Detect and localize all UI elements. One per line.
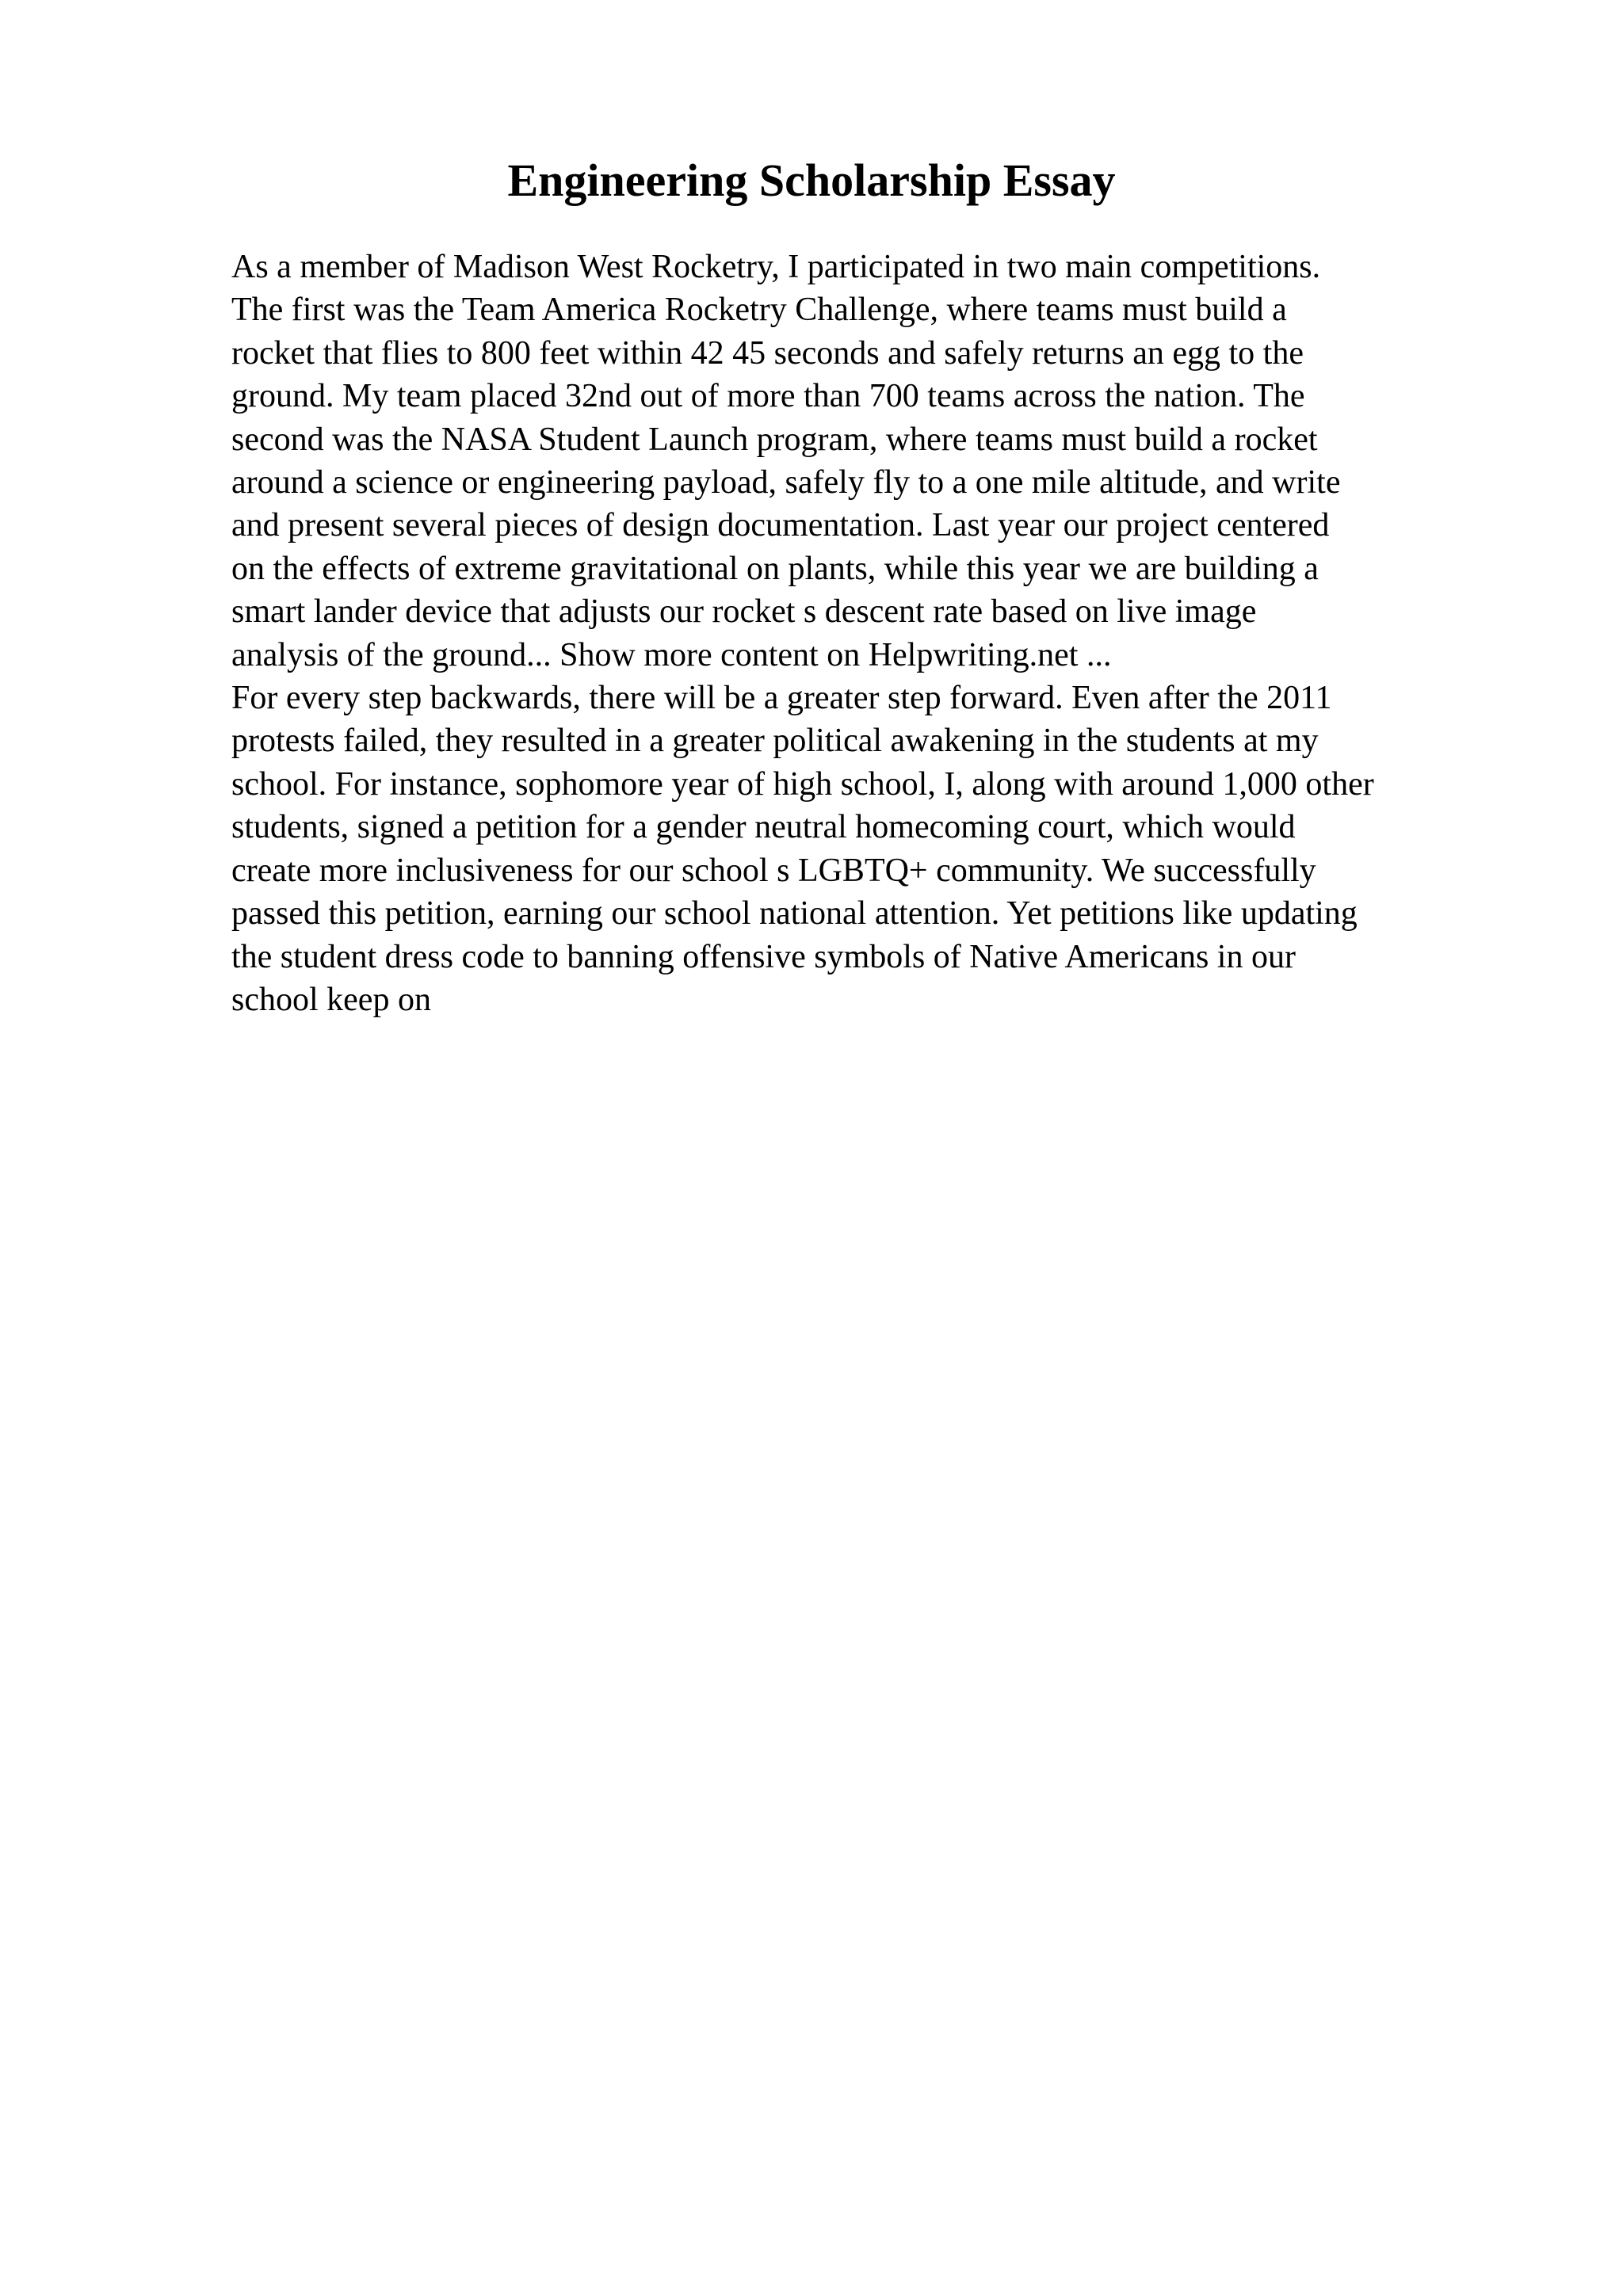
text-line: students, signed a petition for a gender neutral homecoming court, which would [231, 809, 1296, 846]
text-line: the student dress code to banning offensive symbols of Native Americans in our [231, 938, 1296, 975]
text-line: protests failed, they resulted in a greater political awakening in the students at my [231, 723, 1319, 760]
text-line: second was the NASA Student Launch program, where teams must build a rocket [231, 421, 1318, 458]
paragraph-1 [231, 246, 1515, 677]
text-line: school. For instance, sophomore year of high school, I, along with around 1,000 other [231, 765, 1374, 803]
text-line: The first was the Team America Rocketry Challenge, where teams must build a [231, 292, 1287, 329]
text-line: passed this petition, earning our school national attention. Yet petitions like updating [231, 895, 1358, 933]
text-line: For every step backwards, there will be a greater step forward. Even after the 2011 [231, 680, 1332, 717]
text-line: smart lander device that adjusts our rocket s descent rate based on live image [231, 593, 1257, 631]
text-line: and present several pieces of design documentation. Last year our project centered [231, 507, 1330, 544]
paragraph-2 [231, 677, 1515, 1021]
text-line: As a member of Madison West Rocketry, I participated in two main competitions. [231, 249, 1321, 285]
text-line: rocket that flies to 800 feet within 42 45 seconds and safely returns an egg to the [231, 334, 1304, 372]
text-line: on the effects of extreme gravitational on plants, while this year we are building a [231, 550, 1319, 587]
text-line: around a science or engineering payload, safely fly to a one mile altitude, and write [231, 464, 1341, 502]
text-line: create more inclusiveness for our school s LGBTQ+ community. We successfully [231, 852, 1316, 889]
text-line: school keep on [231, 981, 431, 1018]
text-line: analysis of the ground... Show more content on Helpwriting.net ... [231, 636, 1112, 673]
document-title: Engineering Scholarship Essay [507, 154, 1116, 206]
document-body [231, 246, 1515, 1021]
text-line: ground. My team placed 32nd out of more than 700 teams across the nation. The [231, 378, 1305, 415]
